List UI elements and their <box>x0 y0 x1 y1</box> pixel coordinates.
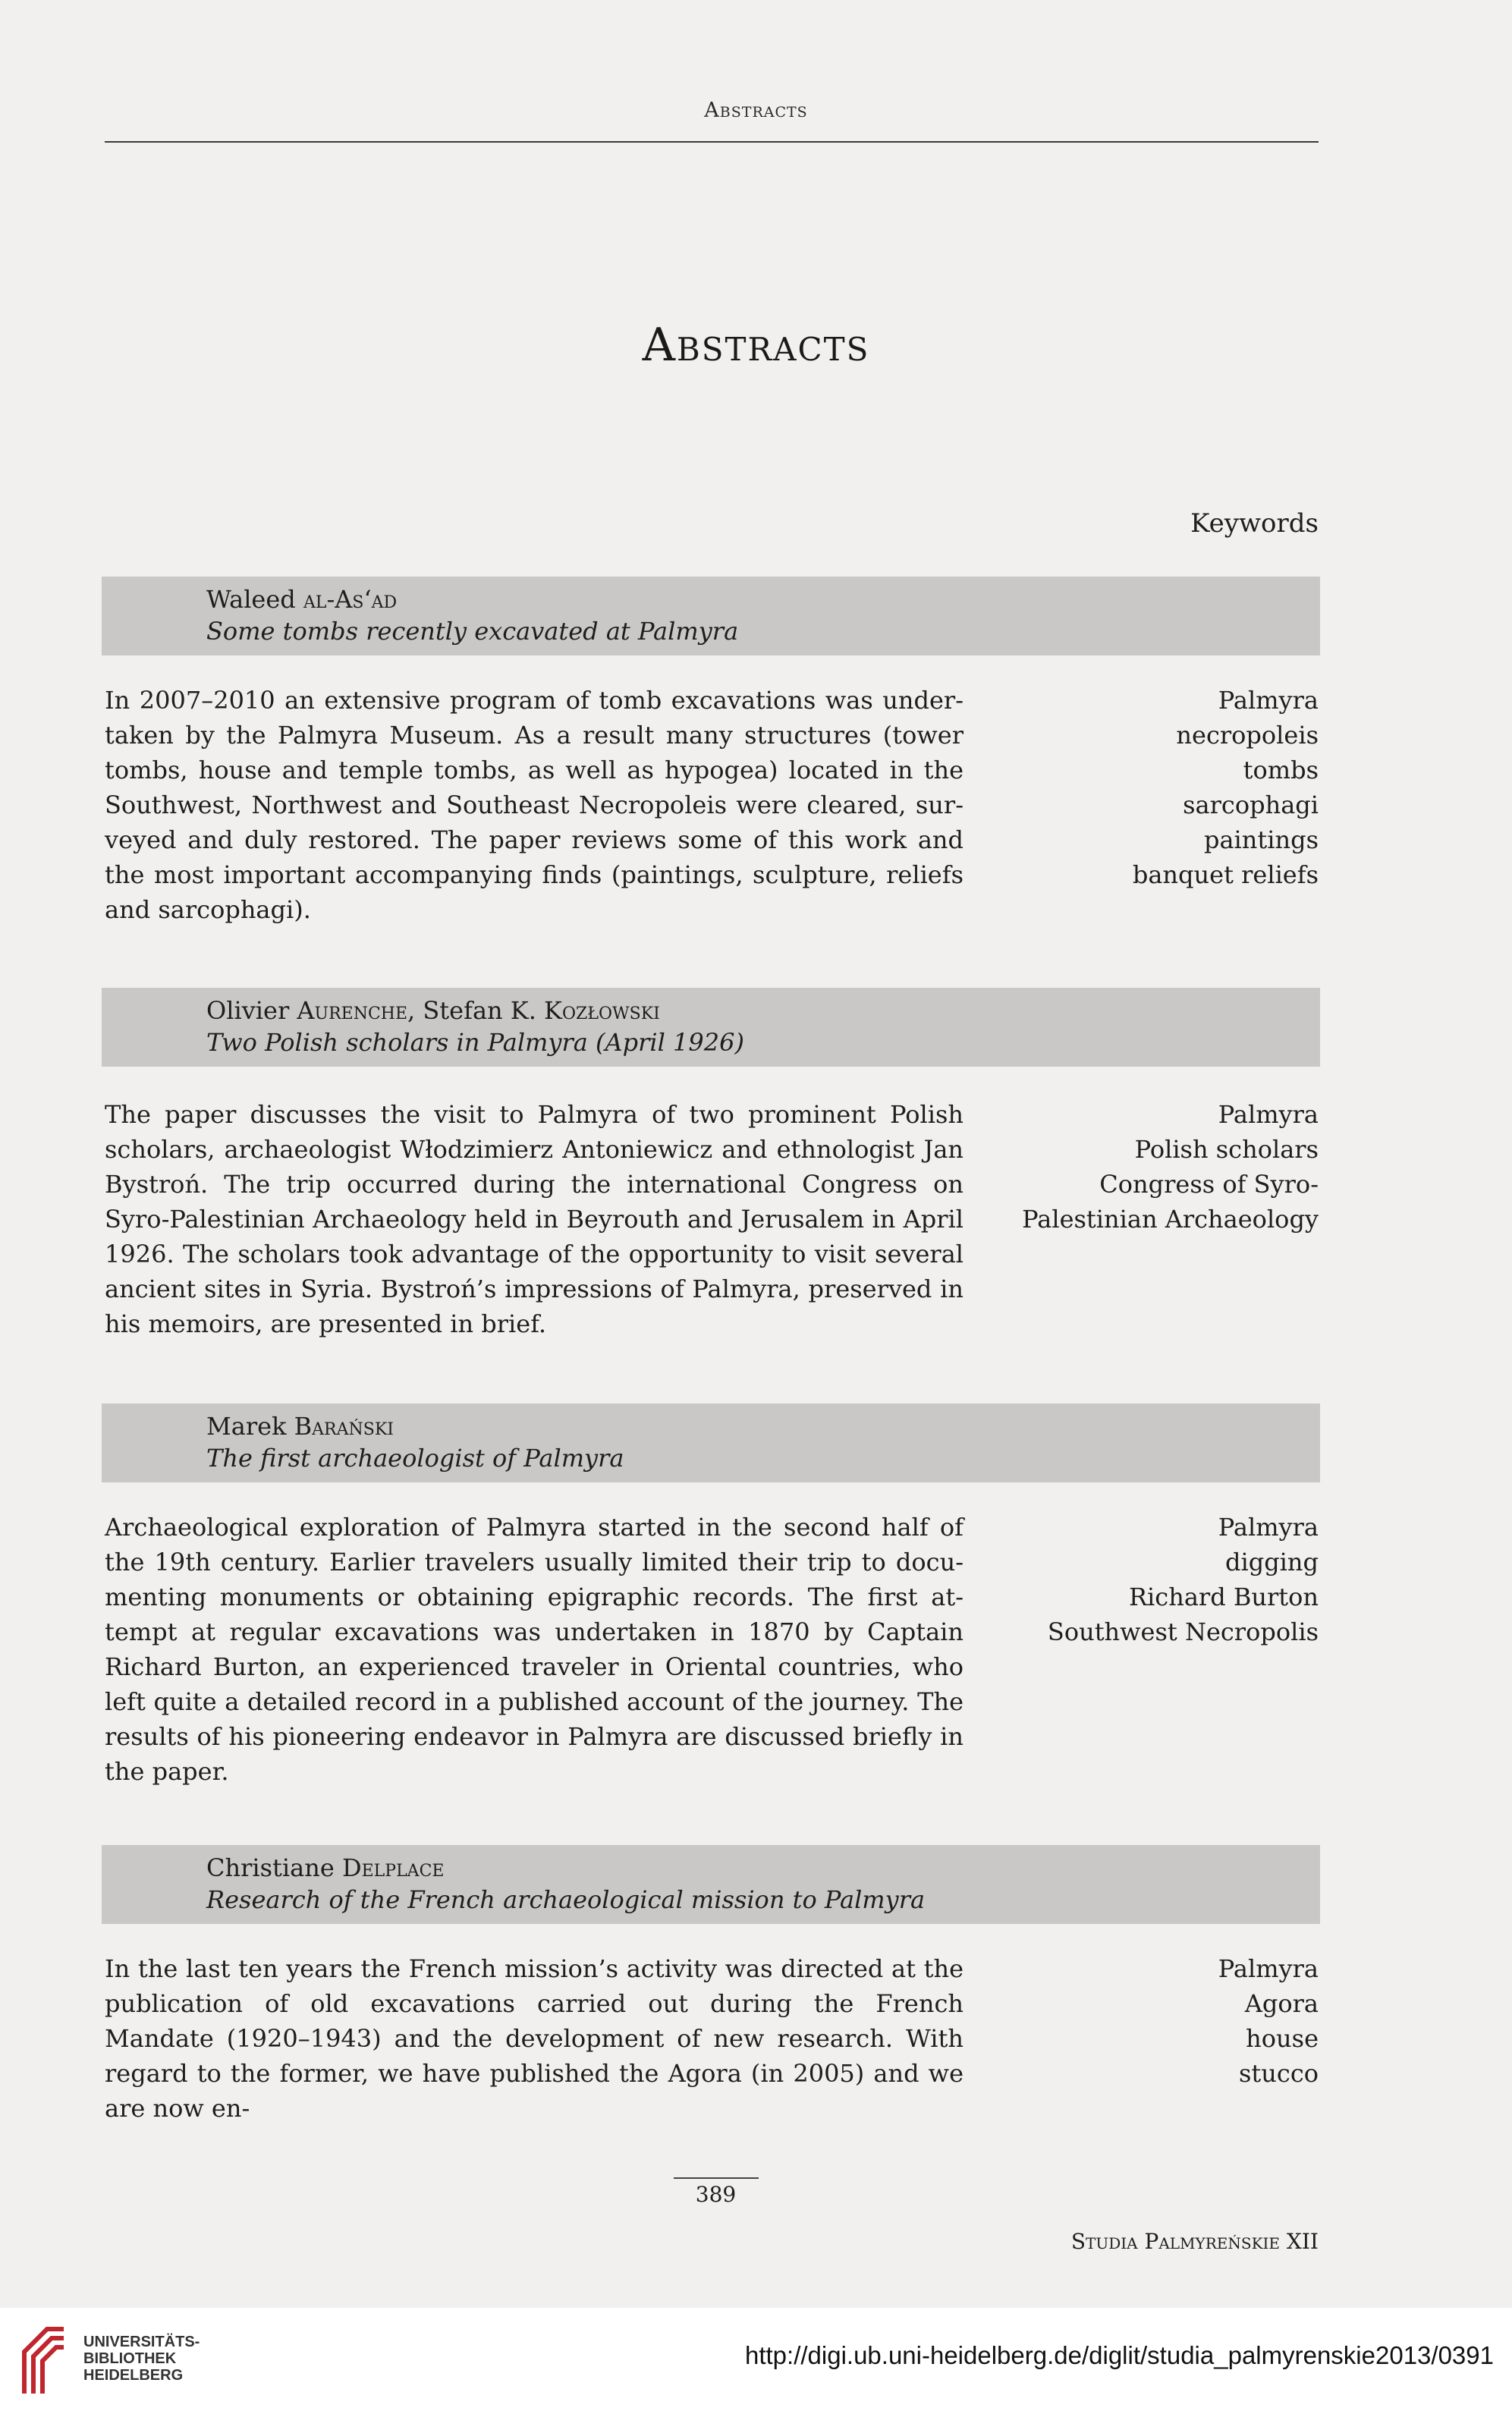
keyword: Palmyra <box>1218 1513 1319 1542</box>
entry-heading-band <box>102 988 1320 1067</box>
keyword: Palmyra <box>1218 686 1319 715</box>
entry-title: Two Polish scholars in Palmyra (April 1926) <box>206 1028 744 1057</box>
entry-keywords <box>985 683 1319 892</box>
entry-heading-band <box>102 1404 1320 1482</box>
source-url[interactable]: http://digi.ub.uni-heidelberg.de/diglit/studia_palmyrenskie2013/0391 <box>744 2341 1494 2369</box>
keyword: paintings <box>1203 825 1319 854</box>
keywords-heading: Keywords <box>1190 508 1319 539</box>
entry-author: Olivier Aurenche, Stefan K. Kozłowski <box>206 996 660 1025</box>
page-title: Abstracts <box>642 319 870 372</box>
library-name: UNIVERSITÄTS- BIBLIOTHEK HEIDELBERG <box>83 2334 200 2384</box>
entry-abstract: Archaeological exploration of Palmyra started in the second half of the 19th century. Earlier travelers usually limited their trip to documenting monuments or obtaining epigraphic records. The first attempt at regular excavations was undertaken in 1870 by Captain Richard Burton, an experienced traveler in Oriental countries, who left quite a detailed record in a published account of the journey. The results of his pioneering endeavor in Palmyra are discussed briefly in the paper. <box>105 1513 963 1786</box>
entry-abstract: The paper discusses the visit to Palmyra of two prominent Polish scholars, archaeologist Włodzimierz Antoniewicz and ethnologist Jan Bystroń. The trip occurred during the international Congress on Syro-Palestinian Archaeology held in Beyrouth and Jerusalem in April 1926. The scholars took advantage of the opportunity to visit several ancient sites in Syria. Bystroń’s impressions of Palmyra, preserved in his memoirs, are presented in brief. <box>105 1100 963 1338</box>
keyword: stucco <box>1239 2059 1319 2088</box>
entry-title: Research of the French archaeological mission to Palmyra <box>206 1885 926 1914</box>
keyword: Richard Burton <box>1128 1583 1319 1611</box>
keyword: Southwest Necropolis <box>1047 1617 1319 1646</box>
entry-keywords <box>985 1510 1319 1649</box>
header-rule <box>105 141 1319 143</box>
entry-title: The first archaeologist of Palmyra <box>206 1444 624 1473</box>
footer-rule <box>674 2177 759 2179</box>
entry-heading-band <box>102 577 1320 655</box>
entry-author: Marek Barański <box>206 1412 394 1441</box>
keyword: Congress of Syro- <box>1099 1170 1319 1199</box>
keyword: necropoleis <box>1176 721 1319 750</box>
keyword: tombs <box>1243 756 1319 784</box>
library-logo-icon <box>17 2321 70 2397</box>
entry-author: Christiane Delplace <box>206 1853 445 1882</box>
keyword: Palestinian Archaeology <box>1022 1205 1319 1234</box>
entry-keywords <box>985 1097 1319 1237</box>
page-number: 389 <box>695 2182 737 2207</box>
entry-abstract: In the last ten years the French mission’s activity was directed at the publication of old excavations carried out during the French Mandate (1920–1943) and the development of new research. With regard to the former, we have published the Agora (in 2005) and we are now en- <box>105 1954 963 2123</box>
keyword: Polish scholars <box>1134 1135 1319 1164</box>
entry-keywords <box>985 1951 1319 2091</box>
entry-author: Waleed al-As‘ad <box>206 585 398 614</box>
keyword: Palmyra <box>1218 1954 1319 1983</box>
library-footer-bar <box>0 2308 1512 2411</box>
keyword: sarcophagi <box>1183 791 1319 819</box>
journal-name: Studia Palmyreńskie XII <box>1070 2229 1319 2254</box>
keyword: banquet reliefs <box>1132 860 1319 889</box>
running-head: Abstracts <box>704 99 808 122</box>
keyword: house <box>1246 2024 1319 2053</box>
entry-abstract: In 2007–2010 an extensive program of tomb excavations was undertaken by the Palmyra Museum. As a result many structures (tower tombs, house and temple tombs, as well as hypogea) located in the Southwest, Northwest and Southeast Necropoleis were cleared, surveyed and duly restored. The paper reviews some of this work and the most important accompanying finds (paintings, sculpture, reliefs and sarcophagi). <box>105 686 963 924</box>
entry-heading-band <box>102 1845 1320 1924</box>
keyword: Palmyra <box>1218 1100 1319 1129</box>
keyword: Agora <box>1244 1989 1319 2018</box>
keyword: digging <box>1224 1548 1319 1576</box>
entry-title: Some tombs recently excavated at Palmyra <box>206 617 739 646</box>
